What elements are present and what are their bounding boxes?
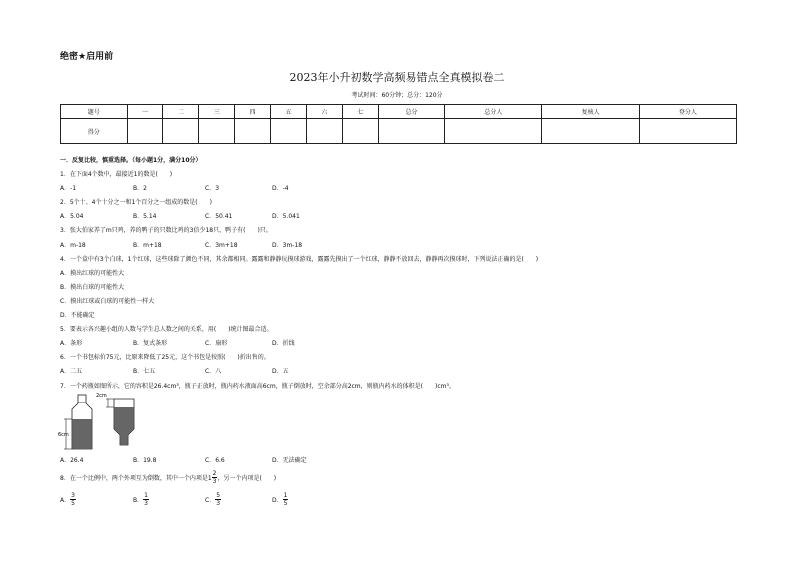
exam-title: 2023年小升初数学高频易错点全真模拟卷二 — [289, 71, 505, 84]
score-cell — [271, 119, 307, 144]
option-a: A．条形 — [60, 340, 83, 347]
option-label: D． — [272, 497, 283, 504]
option-d: D．折线 — [272, 340, 295, 347]
fraction — [215, 492, 221, 507]
option-d — [272, 492, 288, 507]
score-header-cell: 五 — [271, 105, 307, 119]
fraction-numerator: 1 — [144, 492, 148, 499]
score-header-cell: 四 — [235, 105, 271, 119]
option-a — [60, 492, 76, 507]
score-cell — [127, 119, 163, 144]
option-a: A．5.04 — [60, 213, 84, 220]
option-b: B．19.8 — [133, 457, 157, 464]
score-cell — [163, 119, 199, 144]
question-6: 6．一个书包标价75元，比原来降低了25元，这个书包是按照( )折出售的。 — [60, 354, 270, 361]
score-cell — [542, 119, 639, 144]
medicine-bottle-figure — [58, 393, 148, 455]
score-header-cell: 七 — [342, 105, 378, 119]
option-c: C．50.41 — [205, 213, 233, 220]
option-d: D．5.041 — [272, 213, 300, 220]
question-1: 1．在下面4个数中，最接近1的数是( ) — [60, 171, 173, 178]
fraction-denominator: 3 — [144, 500, 148, 507]
score-cell — [639, 119, 736, 144]
fraction — [283, 492, 289, 507]
score-table-header-row — [61, 105, 737, 119]
score-cell — [342, 119, 378, 144]
option-d: D．3m-18 — [272, 242, 303, 249]
option-b — [133, 492, 149, 507]
fraction-numerator: 1 — [283, 492, 288, 499]
option-label: B． — [133, 497, 144, 504]
score-header-cell: 三 — [199, 105, 235, 119]
option-b: B．2 — [133, 185, 147, 192]
question-3: 3．张大伯家养了m只鸡，养的鸭子的只数比鸡的3倍少18只，鸭子有( )只。 — [60, 227, 272, 234]
fraction — [143, 492, 149, 507]
confidential-label: 绝密★启用前 — [60, 52, 114, 62]
option-b: B．七五 — [133, 368, 156, 375]
fraction-denominator: 3 — [212, 478, 217, 485]
option-a: A．26.4 — [60, 457, 84, 464]
option-a: A．二五 — [60, 368, 83, 375]
question-7: 7．一个药瓶如图所示，它的容积是26.4cm³，瓶子正放时，瓶内药水液面高6cm，瓶子倒放时，空余部分高2cm，则瓶内药水的体积是( )cm³。 — [60, 383, 455, 390]
option-c: C．3 — [205, 185, 220, 192]
option-d: D．-4 — [272, 185, 289, 192]
option-c: C．扇形 — [205, 340, 228, 347]
question-4: 4．一个盒中有3个白球，1个红球，这些球除了颜色不同，其余都相同。露露和静静玩摸球游戏，露露先摸出了一个红球，静静不放回去，静静再次摸球时，下列说法正确的是( ) — [60, 256, 539, 263]
option-d: D．不能确定 — [60, 312, 95, 319]
score-header-cell: 二 — [163, 105, 199, 119]
score-cell — [199, 119, 235, 144]
upright-bottle — [58, 395, 92, 449]
fraction-denominator: 5 — [71, 500, 75, 507]
option-b: B．5.14 — [133, 213, 157, 220]
option-b: B．摸出白球的可能性大 — [60, 284, 125, 291]
score-cell — [445, 119, 542, 144]
question-8-text-end: ，另一个内项是( ) — [217, 475, 277, 482]
option-c: C．摸出红球或白球的可能性一样大 — [60, 298, 155, 305]
score-cell — [378, 119, 445, 144]
option-a: A．摸出红球的可能性大 — [60, 270, 125, 277]
score-cell — [306, 119, 342, 144]
exam-info: 考试时间：60分钟；总分：120分 — [351, 92, 443, 99]
fraction-denominator: 3 — [216, 500, 221, 507]
option-b: B．复式条形 — [133, 340, 168, 347]
score-cell — [235, 119, 271, 144]
height-label-6cm: 6cm — [58, 432, 69, 438]
score-table — [60, 104, 737, 144]
section-heading: 一．反复比较，慎重选择。（每小题1分，满分10分） — [60, 157, 202, 164]
score-row-label: 得分 — [61, 119, 128, 144]
score-header-cell: 题号 — [61, 105, 128, 119]
score-header-cell: 登分人 — [639, 105, 736, 119]
score-header-cell: 六 — [306, 105, 342, 119]
score-table-score-row — [61, 119, 737, 144]
inverted-bottle — [96, 393, 134, 445]
option-label: C． — [205, 497, 216, 504]
fraction-numerator: 3 — [71, 492, 75, 499]
option-c: C．八 — [205, 368, 222, 375]
option-c: C．3m+18 — [205, 242, 238, 249]
option-a: A．m-18 — [60, 242, 86, 249]
score-header-cell: 一 — [127, 105, 163, 119]
option-b: B．m+18 — [133, 242, 162, 249]
score-header-cell: 复核人 — [542, 105, 639, 119]
fraction — [70, 492, 76, 507]
fraction-denominator: 5 — [283, 500, 288, 507]
option-c — [205, 492, 221, 507]
option-d: D．无法确定 — [272, 457, 307, 464]
question-8-text: 8．在一个比例中，两个外项互为倒数，其中一个内项是1 — [60, 475, 212, 482]
question-2: 2．5个十、4个十分之一和1个百分之一组成的数是( ) — [60, 199, 212, 206]
score-header-cell: 总分人 — [445, 105, 542, 119]
option-a: A．-1 — [60, 185, 77, 192]
question-5: 5．要表示各兴趣小组的人数与学生总人数之间的关系，用( )统计图最合适。 — [60, 326, 273, 333]
fraction-numerator: 5 — [216, 492, 221, 499]
question-8 — [60, 470, 276, 485]
option-c: C．6.6 — [205, 457, 225, 464]
height-label-2cm: 2cm — [96, 393, 107, 399]
score-header-cell: 总分 — [378, 105, 445, 119]
option-label: A． — [60, 497, 71, 504]
fraction-numerator: 2 — [212, 470, 217, 477]
option-d: D．五 — [272, 368, 289, 375]
